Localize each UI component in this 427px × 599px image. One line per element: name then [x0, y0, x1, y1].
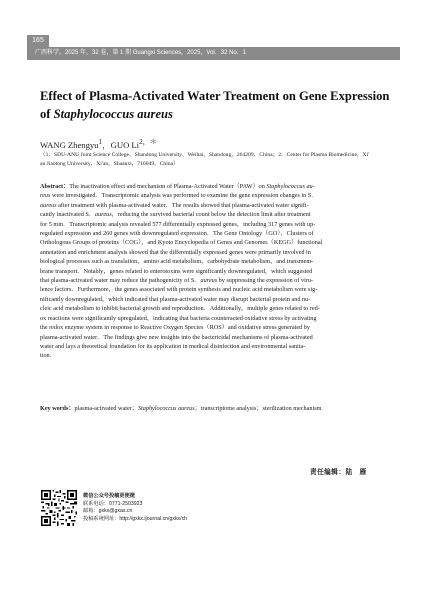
author-2-affil: 2，＊ — [139, 138, 157, 146]
keywords — [40, 403, 400, 412]
abstract-line: cleic acid metabolism to inhibit bacterial growth and reproduction．Additionally，multiple genes related to red- — [40, 305, 320, 313]
running-header: 广西科学，2025 年，32 卷，第 1 期 Guangxi Sciences，2025，Vol．32 No．1 — [27, 47, 400, 60]
wechat-submit-note: 微信公众号投稿更便捷 — [83, 493, 135, 499]
qr-code-icon — [41, 490, 77, 526]
abstract-line: reus were investigated．Transcriptomic analysis was performed to examine the gene expression changes in S． — [40, 192, 318, 200]
abstract-text: The inactivation effect and mechanism of Plasma-Activated Water（PAW）on Staphylococcus au- — [69, 183, 315, 190]
contact-email: 邮箱：gxkx@gxas.cn — [83, 508, 133, 515]
abstract-line: Orthologous Groups of proteins（COG），and Kyoto Encyclopedia of Genes and Genomes（KEGG）functional — [40, 239, 323, 247]
abstract-line: cantly inactivated S．aureus，reducing the survived bacterial count below the detection limit after treatment — [40, 211, 311, 219]
abstract-line: for 5 min．Transcriptomic analysis revealed 577 differentially expressed genes，including 317 genes with up- — [40, 220, 316, 228]
abstract-line: annotation and enrichment analysis showed that the differentially expressed genes were primarily involved in — [40, 248, 311, 256]
abstract-line: tion． — [40, 352, 56, 360]
title-line-1: Effect of Plasma-Activated Water Treatment on Gene Expression — [40, 89, 390, 103]
page-number: 165 — [27, 35, 49, 47]
abstract-line: plasma-activated water．The findings give new insights into the bactericidal mechanisms of plasma-activated — [40, 333, 313, 341]
abstract-label: Abstract： — [40, 183, 70, 190]
responsible-editor: 责任编辑：陆 雁 — [310, 469, 367, 476]
abstract-line: water and lays a theoretical foundation for its application in medical disinfection and environmental sanita- — [40, 342, 306, 350]
abstract-line: regulated expression and 260 genes with downregulated expression．The Gene Ontology（GO），Clusters of — [40, 230, 314, 238]
submission-website-link[interactable]: 投稿系统网址：http://gxkx.ijournal.cn/gxkx/ch — [83, 515, 188, 522]
title-line-2 — [40, 105, 390, 123]
affiliation — [40, 151, 395, 169]
abstract-line: brane transport．Notably，genes related to enterotoxins were significantly downregulated，which suggested — [40, 267, 313, 275]
affiliation-line-1: （1．SDU-ANU Joint Science College，Shandong University，Weihai，Shandong，264209，China；2．Center for Plasma Biomedicine，Xi' — [40, 152, 370, 158]
authors — [40, 137, 157, 151]
author-1-affil: 1 — [98, 138, 103, 146]
abstract-line: aureus after treatment with plasma-activated water．The results showed that plasma-activated water signifi- — [40, 201, 309, 209]
author-separator: ，GUO Li — [102, 139, 140, 150]
contact-info — [83, 493, 187, 523]
keywords-label: Key words： — [40, 405, 75, 412]
title-prefix: of — [40, 107, 54, 121]
abstract-line: that plasma-activated water may reduce the pathogenicity of S．aureus by suppressing the expression of viru- — [40, 277, 314, 285]
title-species: Staphylococcus aureus — [53, 107, 173, 121]
author-1: WANG Zhengyu — [40, 139, 99, 150]
affiliation-line-2: an Jiaotong University，Xi'an，Shaanxi，710049，China） — [40, 161, 179, 167]
abstract-line: nificantly downregulated，which indicated that plasma-activated water may disrupt bacterial protein and nu- — [40, 295, 311, 303]
abstract-line: lence factors．Furthermore，the genes associated with protein synthesis and nucleic acid metabolism were sig- — [40, 286, 318, 294]
keywords-text: plasma-activated water；Staphylococcus aureus；transcriptome analysis；sterilization mechanism — [74, 405, 322, 412]
abstract-line: biological processes such as translation，amino acid metabolism，carbohydrate metabolism，and transmem- — [40, 258, 314, 266]
paper-title — [40, 87, 390, 123]
abstract — [40, 182, 400, 361]
abstract-line: the redox enzyme system in response to Reactive Oxygen Species（ROS）and oxidative stress generated by — [40, 324, 310, 332]
abstract-line — [40, 182, 400, 191]
contact-phone: 联系电话：0771-2503923 — [83, 500, 143, 507]
abstract-line: ox reactions were significantly upregulated，indicating that bacteria counteracted oxidative stress by activating — [40, 314, 317, 322]
